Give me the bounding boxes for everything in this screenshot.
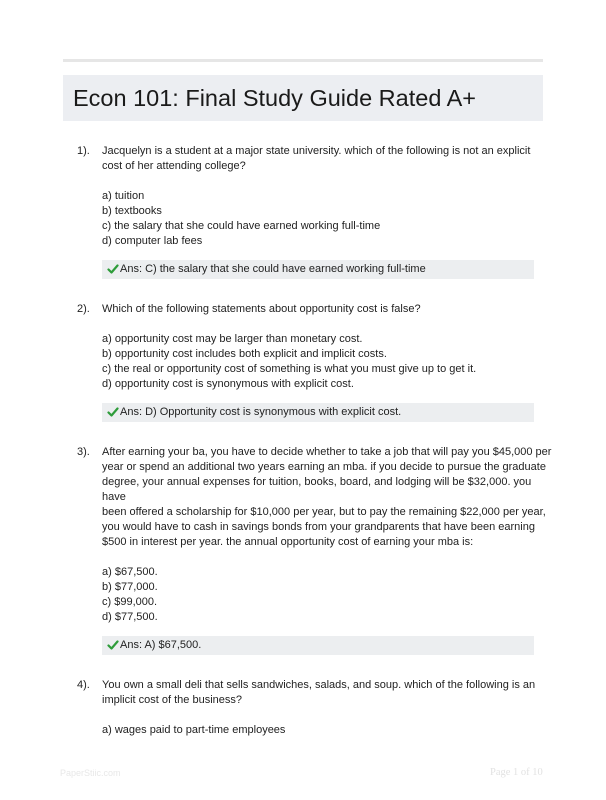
question-prompt-line: After earning your ba, you have to decide whether to take a job that will pay you $45,000 per	[102, 446, 552, 458]
answer-option: a) wages paid to part-time employees	[102, 724, 286, 736]
question-number: 1).	[77, 145, 90, 157]
question-prompt-line: Which of the following statements about opportunity cost is false?	[102, 303, 421, 315]
answer-option: a) $67,500.	[102, 566, 158, 578]
answer-option: a) tuition	[102, 190, 145, 202]
checkmark-icon	[107, 262, 119, 276]
answer-option: c) the real or opportunity cost of something is what you must give up to get it.	[102, 363, 477, 375]
answer-option: b) $77,000.	[102, 581, 158, 593]
answer-option: c) the salary that she could have earned working full-time	[102, 220, 381, 232]
title-banner	[63, 75, 543, 121]
answer-option: d) opportunity cost is synonymous with explicit cost.	[102, 378, 354, 390]
document-title: Econ 101: Final Study Guide Rated A+	[73, 85, 477, 111]
answer-box	[102, 636, 534, 655]
answer-option: d) computer lab fees	[102, 235, 203, 247]
answer-box	[102, 403, 534, 422]
answer-box	[102, 260, 534, 279]
answer-option: b) opportunity cost includes both explicit and implicit costs.	[102, 348, 387, 360]
question-number: 3).	[77, 446, 90, 458]
page-number: Page 1 of 10	[490, 767, 543, 778]
top-divider	[63, 59, 543, 62]
question-prompt-line: have	[102, 491, 126, 503]
question-prompt-line: year or spend an additional two years earning an mba. if you decide to pursue the graduate	[102, 461, 546, 473]
answer-text: Ans: A) $67,500.	[120, 639, 202, 651]
question-prompt-line: implicit cost of the business?	[102, 694, 243, 706]
answer-text: Ans: C) the salary that she could have earned working full-time	[120, 263, 426, 275]
answer-text: Ans: D) Opportunity cost is synonymous with explicit cost.	[120, 406, 402, 418]
checkmark-icon	[107, 638, 119, 652]
answer-option: a) opportunity cost may be larger than monetary cost.	[102, 333, 363, 345]
answer-option: c) $99,000.	[102, 596, 158, 608]
question-number: 2).	[77, 303, 90, 315]
footer-site: PaperStiic.com	[60, 768, 121, 778]
question-prompt-line: been offered a scholarship for $10,000 per year, but to pay the remaining $22,000 per year,	[102, 506, 546, 518]
question-prompt-line: $500 in interest per year. the annual opportunity cost of earning your mba is:	[102, 536, 474, 548]
question-prompt-line: You own a small deli that sells sandwiches, salads, and soup. which of the following is an	[102, 679, 536, 691]
answer-option: b) textbooks	[102, 205, 162, 217]
answer-option: d) $77,500.	[102, 611, 158, 623]
question-prompt-line: degree, your annual expenses for tuition, books, board, and lodging will be $32,000. you	[102, 476, 532, 488]
question-prompt-line: cost of her attending college?	[102, 160, 246, 172]
question-prompt-line: Jacquelyn is a student at a major state university. which of the following is not an explicit	[102, 145, 531, 157]
checkmark-icon	[107, 405, 119, 419]
question-number: 4).	[77, 679, 90, 691]
question-prompt-line: you would have to cash in savings bonds from your grandparents that have been earning	[102, 521, 535, 533]
